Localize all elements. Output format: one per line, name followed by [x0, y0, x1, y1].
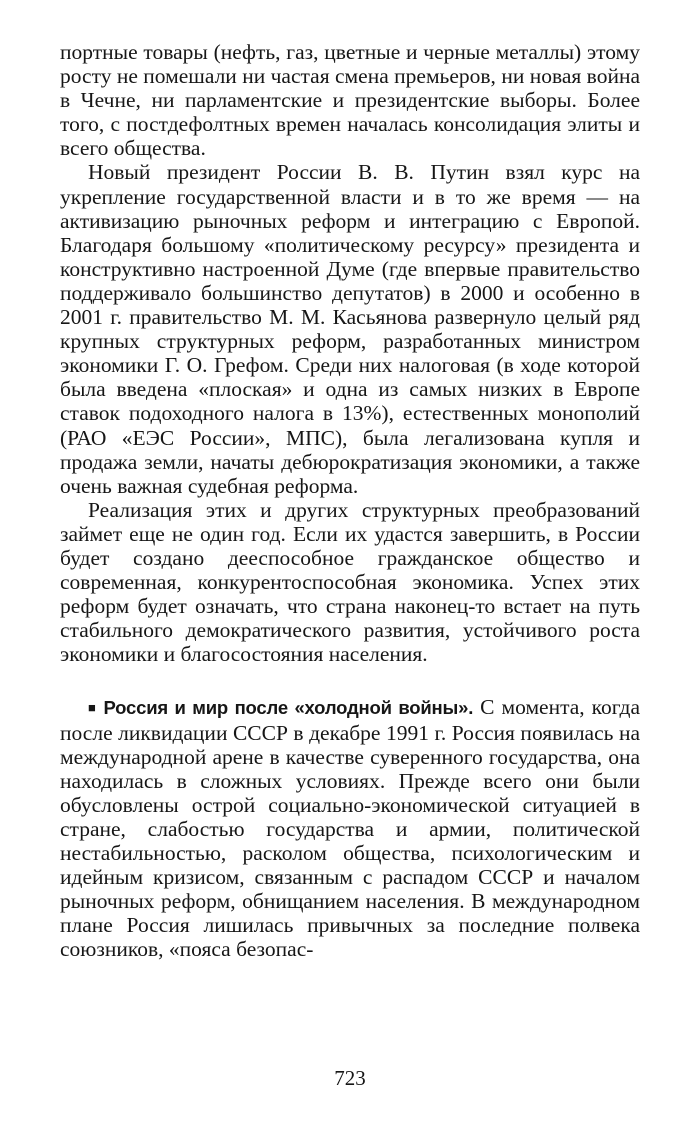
- page-number: 723: [334, 1066, 366, 1090]
- paragraph-1: портные товары (нефть, газ, цветные и черные металлы) этому росту не помешали ни частая смена премьеров, ни новая война в Чечне, ни парламентские и президентские выборы. Более того, с постдефолтных времен началась консолидация элиты и всего общества.: [60, 40, 640, 161]
- section-heading: Россия и мир после «холодной войны».: [103, 697, 474, 719]
- page-body: [60, 40, 640, 961]
- paragraph-2: Новый президент России В. В. Путин взял курс на укрепление государственной власти и в то же время — на активизацию рыночных реформ и интеграцию с Европой. Благодаря большому «политическому ресурсу» президента и конструктивно настроенной Думе (где впервые правительство поддерживало большинство депутатов) в 2000 и особенно в 2001 г. правительство М. М. Касьянова развернуло целый ряд крупных структурных реформ, разработанных министром экономики Г. О. Грефом. Среди них налоговая (в ходе которой была введена «плоская» и одна из самых низких в Европе ставок подоходного налога в 13%), естественных монополий (РАО «ЕЭС России», МПС), была легализована купля и продажа земли, начаты дебюрократизация экономики, а также очень важная судебная реформа.: [60, 160, 640, 498]
- section-bullet-icon: ■: [88, 700, 98, 716]
- paragraph-3: Реализация этих и других структурных преобразований займет еще не один год. Если их удастся завершить, в России будет создано дееспособное гражданское общество и современная, конкурентоспособная экономика. Успех этих реформ будет означать, что страна наконец-то встает на путь стабильного демократического развития, устойчивого роста экономики и благосостояния населения.: [60, 497, 640, 667]
- section-text: С момента, когда после ликвидации СССР в декабре 1991 г. Россия появилась на международной арене в качестве суверенного государства, она находилась в сложных условиях. Прежде всего они были обусловлены острой социально-экономической ситуацией в стране, слабостью государства и армии, политической нестабильностью, расколом общества, психологическим и идейным кризисом, связанным с распадом СССР и началом рыночных реформ, обнищанием населения. В международном плане Россия лишилась привычных за последние полвека союзников, «пояса безопас-: [60, 695, 641, 962]
- section-paragraph: [60, 695, 640, 961]
